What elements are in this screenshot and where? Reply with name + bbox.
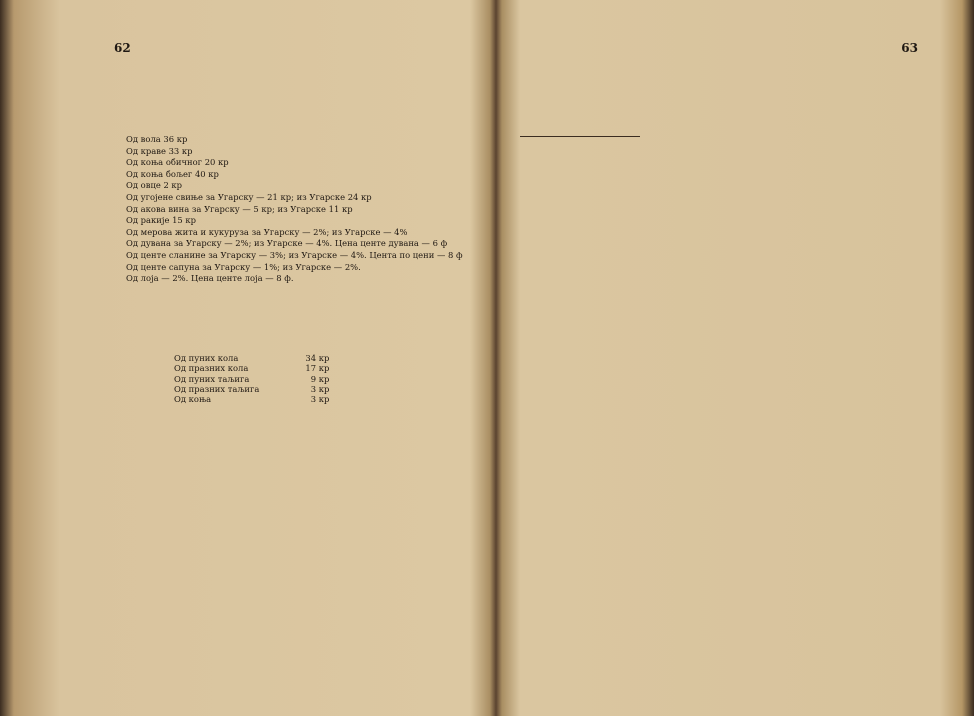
table-cell-label: Од пуних тaљига bbox=[174, 373, 250, 384]
table-cell-label: Од празних таљига bbox=[174, 383, 260, 394]
page-number: 62 bbox=[114, 41, 131, 55]
ferry-tariff-table bbox=[174, 353, 335, 405]
tariff-item: Од мерова жита и кукуруза за Угарску — 2%; из Угарске — 4% bbox=[126, 226, 408, 237]
page-number: 63 bbox=[901, 41, 918, 55]
footnotes bbox=[520, 141, 918, 201]
tariff-item: Од ракије 15 кр bbox=[126, 215, 196, 226]
body-text-block bbox=[520, 70, 918, 130]
table-row bbox=[174, 374, 335, 384]
left-page bbox=[102, 30, 486, 469]
table-cell-label: Од пуних кола bbox=[174, 352, 239, 363]
tariff-item: Од краве 33 кр bbox=[126, 145, 193, 156]
table-cell-label: Од коња bbox=[174, 394, 212, 405]
tariff-item: Од коња обичног 20 кр bbox=[126, 157, 229, 168]
tariff-item: Од овце 2 кр bbox=[126, 180, 183, 191]
tariff-item: Од угојене свиње за Угарску — 21 кр; из Угарске 24 кр bbox=[126, 191, 372, 202]
tariff-item: Од акова вина за Угарску — 5 кр; из Угарске 11 кр bbox=[126, 203, 353, 214]
tariff-item: Од центе сапуна за Угарску — 1%; из Угарске — 2%. bbox=[126, 261, 361, 272]
body-text-block bbox=[102, 70, 486, 130]
tariff-item: Од вола 36 кр bbox=[126, 134, 188, 144]
tariff-item: Од коња бољег 40 кр bbox=[126, 168, 219, 179]
table-cell-value: 9 кр bbox=[310, 373, 330, 384]
body-text-block bbox=[102, 289, 486, 349]
right-page bbox=[520, 30, 918, 201]
tariff-item: Од центе сланине за Угарску — 3%; из Угарске — 4%. Цента по цени — 8 ф bbox=[126, 249, 463, 260]
table-row bbox=[174, 384, 335, 394]
tariff-item: Од дувана за Угарску — 2%; из Угарске — 4%. Цена центе дувана — 6 ф bbox=[126, 238, 448, 249]
table-cell-value: 3 кр bbox=[310, 383, 330, 394]
body-text-block bbox=[102, 409, 486, 469]
tariff-list bbox=[126, 134, 486, 285]
table-cell-value: 17 кр bbox=[305, 363, 330, 374]
table-row bbox=[174, 363, 335, 373]
footnote-rule bbox=[520, 136, 640, 137]
table-cell-label: Од празних кола bbox=[174, 363, 249, 374]
table-cell-value: 34 кр bbox=[305, 352, 330, 363]
tariff-item: Од лоја — 2%. Цена центе лоја — 8 ф. bbox=[126, 273, 294, 284]
table-cell-value: 3 кр bbox=[310, 394, 330, 405]
table-row bbox=[174, 394, 335, 404]
table-row bbox=[174, 353, 335, 363]
